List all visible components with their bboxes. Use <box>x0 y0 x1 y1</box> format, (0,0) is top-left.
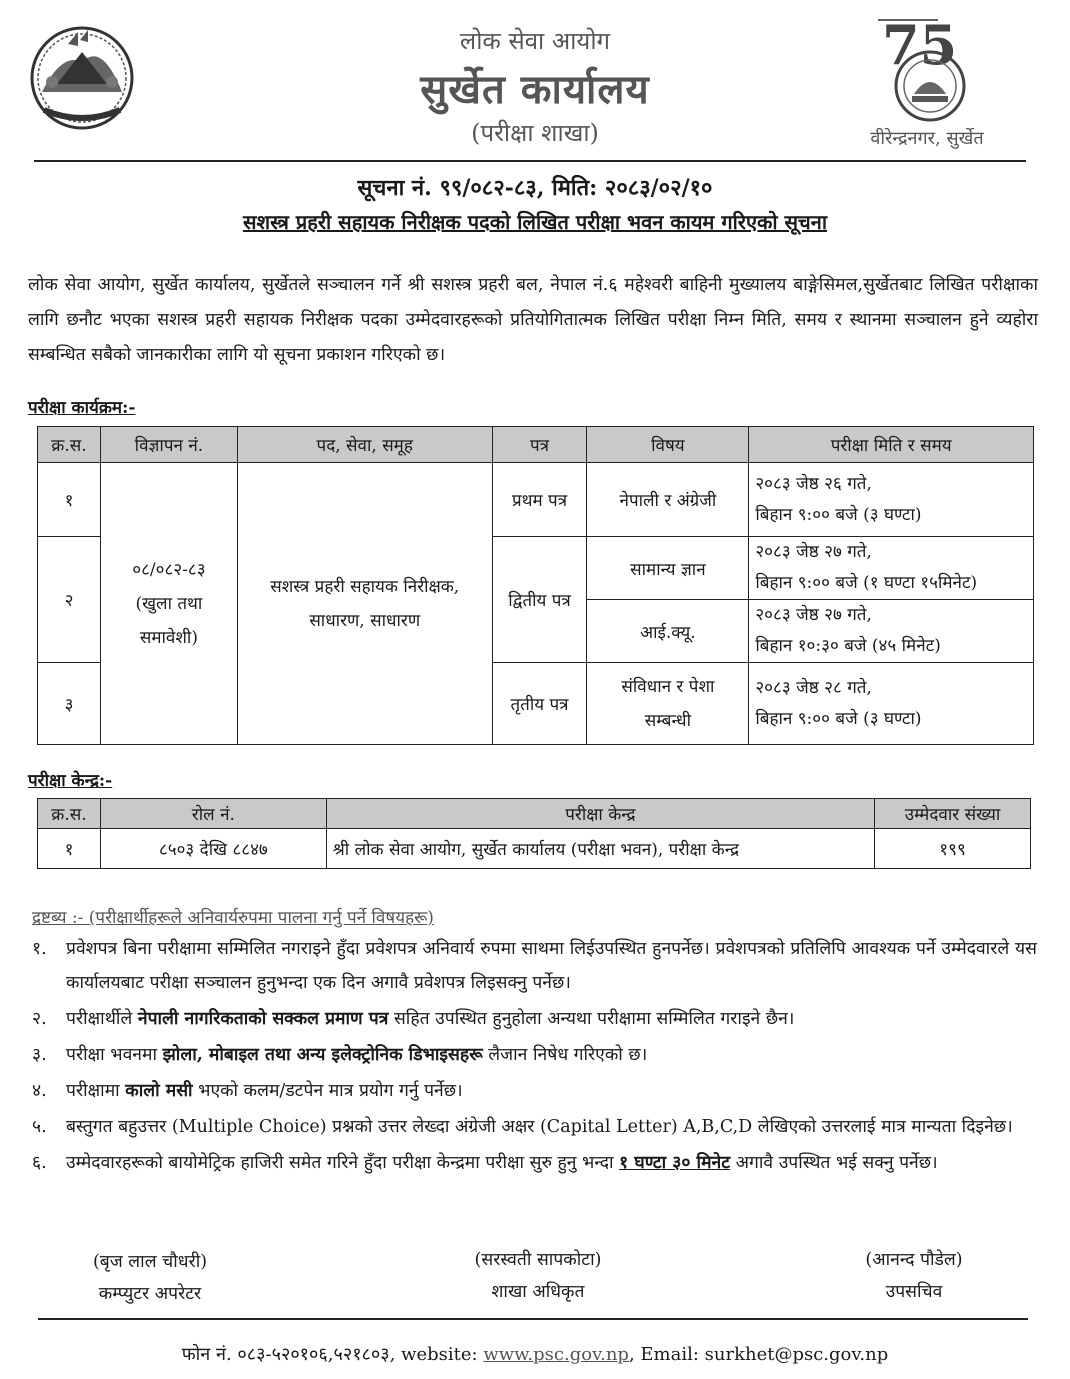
table-header-row <box>38 799 1031 829</box>
signatory-name: (सरस्वती सापकोटा) <box>474 1250 602 1270</box>
item-emphasis: १ घण्टा ३० मिनेट <box>619 1153 731 1173</box>
section-name: (परीक्षा शाखा) <box>471 119 599 147</box>
office-location: वीरेन्द्रनगर, सुर्खेत <box>870 128 984 149</box>
exam-date: २०८३ जेष्ठ २७ गते, <box>755 605 872 625</box>
subject-cell: नेपाली र अंग्रेजी <box>587 463 749 537</box>
item-emphasis: झोला, मोबाइल तथा अन्य इलेक्ट्रोनिक डिभाइसहरू <box>162 1045 483 1065</box>
col-header-roll: रोल नं. <box>100 799 326 829</box>
svg-text:75: 75 <box>882 14 958 77</box>
item-emphasis: नेपाली नागरिकताको सक्कल प्रमाण पत्र <box>137 1009 389 1029</box>
footer-contact <box>0 1342 1070 1366</box>
post-line2: साधारण, साधारण <box>309 610 421 631</box>
subject-line2: सम्बन्धी <box>644 710 692 731</box>
exam-schedule-table <box>37 426 1034 745</box>
col-header-count: उम्मेदवार संख्या <box>875 799 1031 829</box>
table-row <box>38 829 1031 869</box>
table-header-row <box>38 427 1034 463</box>
item-text: बस्तुगत बहुउत्तर (Multiple Choice) प्रश्नको उत्तर लेख्दा अंग्रेजी अक्षर (Capital Letter) A,B,C,D लेखिएको उत्तरलाई मात्र मान्यता दिइनेछ। <box>66 1117 1013 1137</box>
website-link[interactable]: www.psc.gov.np <box>483 1344 629 1365</box>
item-text: अगावै उपस्थित भई सक्नु पर्नेछ। <box>730 1153 938 1173</box>
paper-cell: तृतीय पत्र <box>492 663 587 745</box>
col-header-sn: क्र.स. <box>38 799 101 829</box>
signatory-name: (आनन्द पौडेल) <box>865 1250 963 1270</box>
exam-date: २०८३ जेष्ठ २७ गते, <box>755 542 872 562</box>
item-number: १. <box>32 939 47 959</box>
item-number: ४. <box>32 1081 47 1101</box>
table-row <box>38 463 1034 537</box>
list-item <box>32 1110 1037 1144</box>
item-text: प्रवेशपत्र बिना परीक्षामा सम्मिलित नगराइने हुँदा प्रवेशपत्र अनिवार्य रुपमा साथमा लिईउपस्थित हुनपर्नेछ। प्रवेशपत्रको प्रतिलिपि आवश्यक पर्ने उम्मेदवारले यस कार्यालयबाट परीक्षा सञ्चालन हुनुभन्दा एक दिन अगावै प्रवेशपत्र लिइसक्नु पर्नेछ। <box>66 939 1037 993</box>
item-number: ६. <box>32 1153 47 1173</box>
paper-cell: द्वितीय पत्र <box>492 537 587 663</box>
exam-time: बिहान ९:०० बजे (३ घण्टा) <box>755 708 922 729</box>
exam-date: २०८३ जेष्ठ २८ गते, <box>755 677 872 698</box>
paper-cell: प्रथम पत्र <box>492 463 587 537</box>
col-header-centre: परीक्षा केन्द्र <box>326 799 874 829</box>
subject-cell: आई.क्यू. <box>587 600 749 663</box>
schedule-label: परीक्षा कार्यक्रम:- <box>28 398 136 418</box>
exam-time: बिहान ९:०० बजे (३ घण्टा) <box>755 504 922 525</box>
office-name: सुर्खेत कार्यालय <box>420 66 650 113</box>
item-number: ५. <box>32 1117 47 1137</box>
advert-number: ०८/०८२-८३ <box>132 559 206 580</box>
item-text: सहित उपस्थित हुनुहोला अन्यथा परीक्षामा सम्मिलित गराइने छैन। <box>388 1009 795 1029</box>
list-item <box>32 1074 1037 1108</box>
header-divider <box>34 160 1026 162</box>
item-text: परीक्षार्थीले <box>66 1009 138 1029</box>
footer-divider <box>38 1318 1028 1320</box>
datetime-cell <box>749 600 1034 663</box>
signatory-title: कम्प्युटर अपरेटर <box>98 1284 202 1304</box>
list-item <box>32 932 1037 1000</box>
notice-title <box>0 208 1070 235</box>
notice-body: लोक सेवा आयोग, सुर्खेत कार्यालय, सुर्खेतले सञ्चालन गर्ने श्री सशस्त्र प्रहरी बल, नेपाल नं.६ महेश्वरी बाहिनी मुख्यालय बाङ्गेसिमल,सुर्खेतबाट लिखित परीक्षाका लागि छनौट भएका सशस्त्र प्रहरी सहायक निरीक्षक पदका उम्मेदवारहरूको प्रतियोगितात्मक लिखित परीक्षा निम्न मिति, समय र स्थानमा सञ्चालन हुने व्यहोरा सम्बन्धित सबैको जानकारीका लागि यो सूचना प्रकाशन गरिएको छ। <box>28 275 1038 365</box>
signature-block <box>794 1244 1034 1308</box>
signatory-name: (बृज लाल चौधरी) <box>92 1252 208 1272</box>
item-number: ३. <box>32 1045 47 1065</box>
item-text: उम्मेदवारहरूको बायोमेट्रिक हाजिरी समेत गरिने हुँदा परीक्षा केन्द्रमा परीक्षा सुरु हुनु भन्दा <box>66 1153 620 1173</box>
roll-range: ८५०३ देखि ८८४७ <box>100 829 326 869</box>
row-sn: २ <box>38 537 101 663</box>
signature-block <box>30 1246 270 1310</box>
list-item <box>32 1002 1037 1036</box>
col-header-datetime: परीक्षा मिति र समय <box>749 427 1034 463</box>
row-sn: १ <box>38 829 101 869</box>
exam-date: २०८३ जेष्ठ २६ गते, <box>755 473 872 494</box>
subject-line1: संविधान र पेशा <box>621 676 715 697</box>
candidate-count: १९९ <box>875 829 1031 869</box>
signatory-title: उपसचिव <box>885 1282 943 1302</box>
row-sn: ३ <box>38 663 101 745</box>
item-emphasis: कालो मसी <box>125 1081 193 1101</box>
signature-block <box>418 1244 658 1308</box>
notes-heading: द्रष्टब्य :- (परीक्षार्थीहरूले अनिवार्यरुपमा पालना गर्नु पर्ने विषयहरू) <box>32 908 434 928</box>
col-header-sn: क्र.स. <box>38 427 101 463</box>
item-number: २. <box>32 1009 47 1029</box>
item-text: लैजान निषेध गरिएको छ। <box>482 1045 648 1065</box>
centre-name: श्री लोक सेवा आयोग, सुर्खेत कार्यालय (परीक्षा भवन), परीक्षा केन्द्र <box>326 829 874 869</box>
org-name: लोक सेवा आयोग <box>459 27 611 55</box>
subject-cell <box>587 663 749 745</box>
exam-time: बिहान १०:३० बजे (४५ मिनेट) <box>755 636 941 656</box>
advert-type-line2: समावेशी) <box>139 627 198 648</box>
exam-time: बिहान ९:०० बजे (१ घण्टा १५मिनेट) <box>755 573 978 593</box>
footer-email: , Email: surkhet@psc.gov.np <box>628 1344 889 1365</box>
notes-list <box>32 932 1037 1182</box>
col-header-post: पद, सेवा, समूह <box>237 427 492 463</box>
datetime-cell <box>749 663 1034 745</box>
post-cell <box>237 463 492 745</box>
datetime-cell <box>749 463 1034 537</box>
notice-number: सूचना नं. ९९/०८२-८३, मिति: २०८३/०२/१० <box>357 175 713 201</box>
signatory-title: शाखा अधिकृत <box>491 1282 585 1302</box>
advert-cell <box>100 463 237 745</box>
item-text: परीक्षा भवनमा <box>66 1045 163 1065</box>
subject-cell: सामान्य ज्ञान <box>587 537 749 600</box>
col-header-subject: विषय <box>587 427 749 463</box>
footer-phone: फोन नं. ०८३-५२०१०६,५२१८०३, website: <box>181 1344 484 1365</box>
list-item <box>32 1038 1037 1072</box>
col-header-advert: विज्ञापन नं. <box>100 427 237 463</box>
exam-centre-table <box>37 798 1031 869</box>
datetime-cell <box>749 537 1034 600</box>
item-text: परीक्षामा <box>66 1081 126 1101</box>
list-item <box>32 1146 1037 1180</box>
centre-label: परीक्षा केन्द्र:- <box>28 771 113 791</box>
row-sn: १ <box>38 463 101 537</box>
col-header-paper: पत्र <box>492 427 587 463</box>
post-line1: सशस्त्र प्रहरी सहायक निरीक्षक, <box>270 576 460 597</box>
item-text: भएको कलम/डटपेन मात्र प्रयोग गर्नु पर्नेछ। <box>192 1081 463 1101</box>
notice-title-text: सशस्त्र प्रहरी सहायक निरीक्षक पदको लिखित परीक्षा भवन कायम गरिएको सूचना <box>242 210 828 234</box>
advert-type-line1: (खुला तथा <box>135 593 203 614</box>
